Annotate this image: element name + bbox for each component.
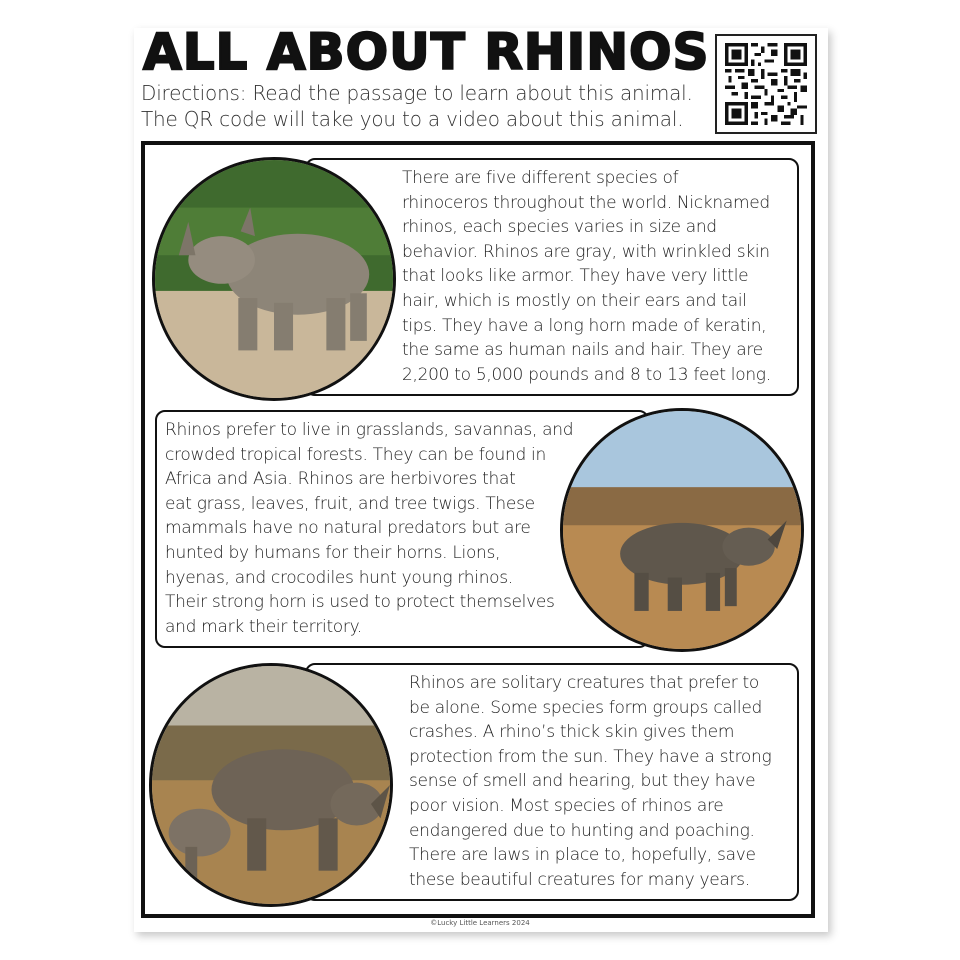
passage-text-2 [165,418,573,639]
passage-line: eat grass, leaves, fruit, and tree twigs. These [165,493,535,514]
rhino-savanna-image [563,411,801,649]
passage-line: poor vision. Most species of rhinos are [409,795,724,816]
passage-line: crowded tropical forests. They can be found in [165,444,546,465]
passage-line: Rhinos are solitary creatures that prefer to [409,673,759,693]
passage-line: that looks like armor. They have very little [402,266,749,287]
passage-line: protection from the sun. They have a strong [409,746,772,767]
passage-line: the same as human nails and hair. They are [402,340,763,361]
passage-line: these beautiful creatures for many years. [409,869,750,890]
passage-line: sense of smell and hearing, but they have [409,771,756,792]
passage-line: There are laws in place to, hopefully, save [409,845,756,866]
passage-line: tips. They have a long horn made of keratin, [402,315,767,336]
passage-line: endangered due to hunting and poaching. [409,820,755,841]
rhino-with-calf-image [152,666,390,904]
page-title: ALL ABOUT RHINOS [143,23,710,81]
passage-line: hair, which is mostly on their ears and tail [402,290,747,311]
passage-line: hyenas, and crocodiles hunt young rhinos. [165,567,513,588]
passage-line: Their strong horn is used to protect themselves [165,592,555,613]
passage-line: Africa and Asia. Rhinos are herbivores that [165,469,516,490]
directions-line-1: Directions: Read the passage to learn about this animal. [141,81,693,105]
passage-line: be alone. Some species form groups called [409,697,762,718]
passage-line: rhinos, each species varies in size and [402,217,717,238]
passage-text-1 [402,166,771,387]
qr-code-icon [724,43,808,125]
passage-line: Rhinos prefer to live in grasslands, savannas, and [165,420,574,440]
passage-line: and mark their territory. [165,616,363,637]
passage-line: There are five different species of [402,168,679,188]
directions [141,80,701,132]
passage-line: 2,200 to 5,000 pounds and 8 to 13 feet long. [402,364,771,385]
rhino-photo-3 [149,663,393,907]
passage-line: crashes. A rhino’s thick skin gives them [409,722,735,743]
passage-line: mammals have no natural predators but are [165,518,531,539]
passage-line: hunted by humans for their horns. Lions, [165,542,501,563]
rhino-standing-image [155,160,393,398]
directions-line-2: The QR code will take you to a video about this animal. [141,107,684,131]
passage-text-3 [409,671,771,892]
qr-code[interactable] [715,34,817,134]
rhino-photo-2 [560,408,804,652]
passage-line: rhinoceros throughout the world. Nicknamed [402,192,770,213]
copyright-footer: ©Lucky Little Learners 2024 [430,919,530,927]
rhino-photo-1 [152,157,396,401]
passage-line: behavior. Rhinos are gray, with wrinkled skin [402,241,770,262]
